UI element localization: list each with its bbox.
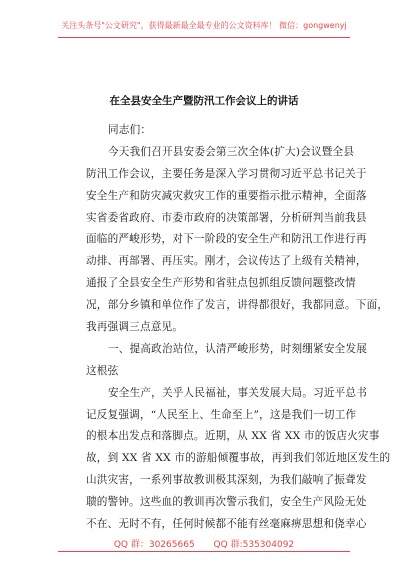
document-body [86, 120, 391, 536]
section-heading: 一、提高政治站位，认清严峻形势，时刻绷紧安全发展 [108, 342, 368, 355]
body-line: 安全生产，关乎人民福祉，事关发展大局。习近平总书 [108, 386, 368, 399]
header-divider [58, 37, 350, 38]
header-banner: 关注头条号"公文研究"，获得最新最全最专业的公文资料库！ 微信：gongwenyj [61, 21, 347, 30]
footer-contacts [0, 537, 408, 550]
body-line: 防汛工作会议，主要任务是深入学习贯彻习近平总书记关于 [86, 167, 367, 180]
body-line: 通报了全县安全生产形势和省驻点包抓组反馈问题整改情 [86, 277, 356, 290]
body-line: 记反复强调，“人民至上、生命至上”，这是我们一切工作 [86, 408, 357, 421]
document-title: 在全县安全生产暨防汛工作会议上的讲话 [109, 95, 299, 107]
body-line: 动排、再部署、再压实。刚才，会议传达了上级有关精神， [86, 255, 367, 268]
section-heading-cont: 这根弦 [86, 364, 119, 377]
body-line: 山洪灾害，一系列事故教训极其深刻，为我们敲响了振聋发 [86, 474, 367, 487]
body-line: 我再强调三点意见。 [86, 321, 184, 334]
body-line: 实省委省政府、市委市政府的决策部署，分析研判当前我县 [86, 211, 367, 224]
body-line: 聩的警钟。这些血的教训再次警示我们，安全生产风险无处 [86, 496, 367, 509]
body-line: 故，到 XX 省 XX 市的游船倾覆事故，再到我们邻近地区发生的 [86, 452, 391, 465]
footer-divider [58, 551, 350, 552]
body-line: 安全生产和防灾减灾救灾工作的重要指示批示精神，全面落 [86, 189, 367, 202]
footer-qq-group-1: QQ 群：30265665 [113, 540, 195, 550]
body-line: 的根本出发点和落脚点。近期，从 XX 省 XX 市的饭店火灾事 [86, 430, 380, 443]
body-line: 面临的严峻形势，对下一阶段的安全生产和防汛工作进行再 [86, 233, 367, 246]
footer-qq-group-2: QQ 群:535304092 [213, 540, 295, 550]
body-line: 况，部分乡镇和单位作了发言，讲得都很好，我都同意。下面， [86, 299, 389, 312]
body-line: 今天我们召开县安委会第三次全体(扩大)会议暨全县 [108, 145, 355, 158]
body-line: 不在、无时不有，任何时候都不能有丝毫麻痹思想和侥幸心 [86, 518, 367, 531]
salutation: 同志们： [108, 124, 152, 136]
